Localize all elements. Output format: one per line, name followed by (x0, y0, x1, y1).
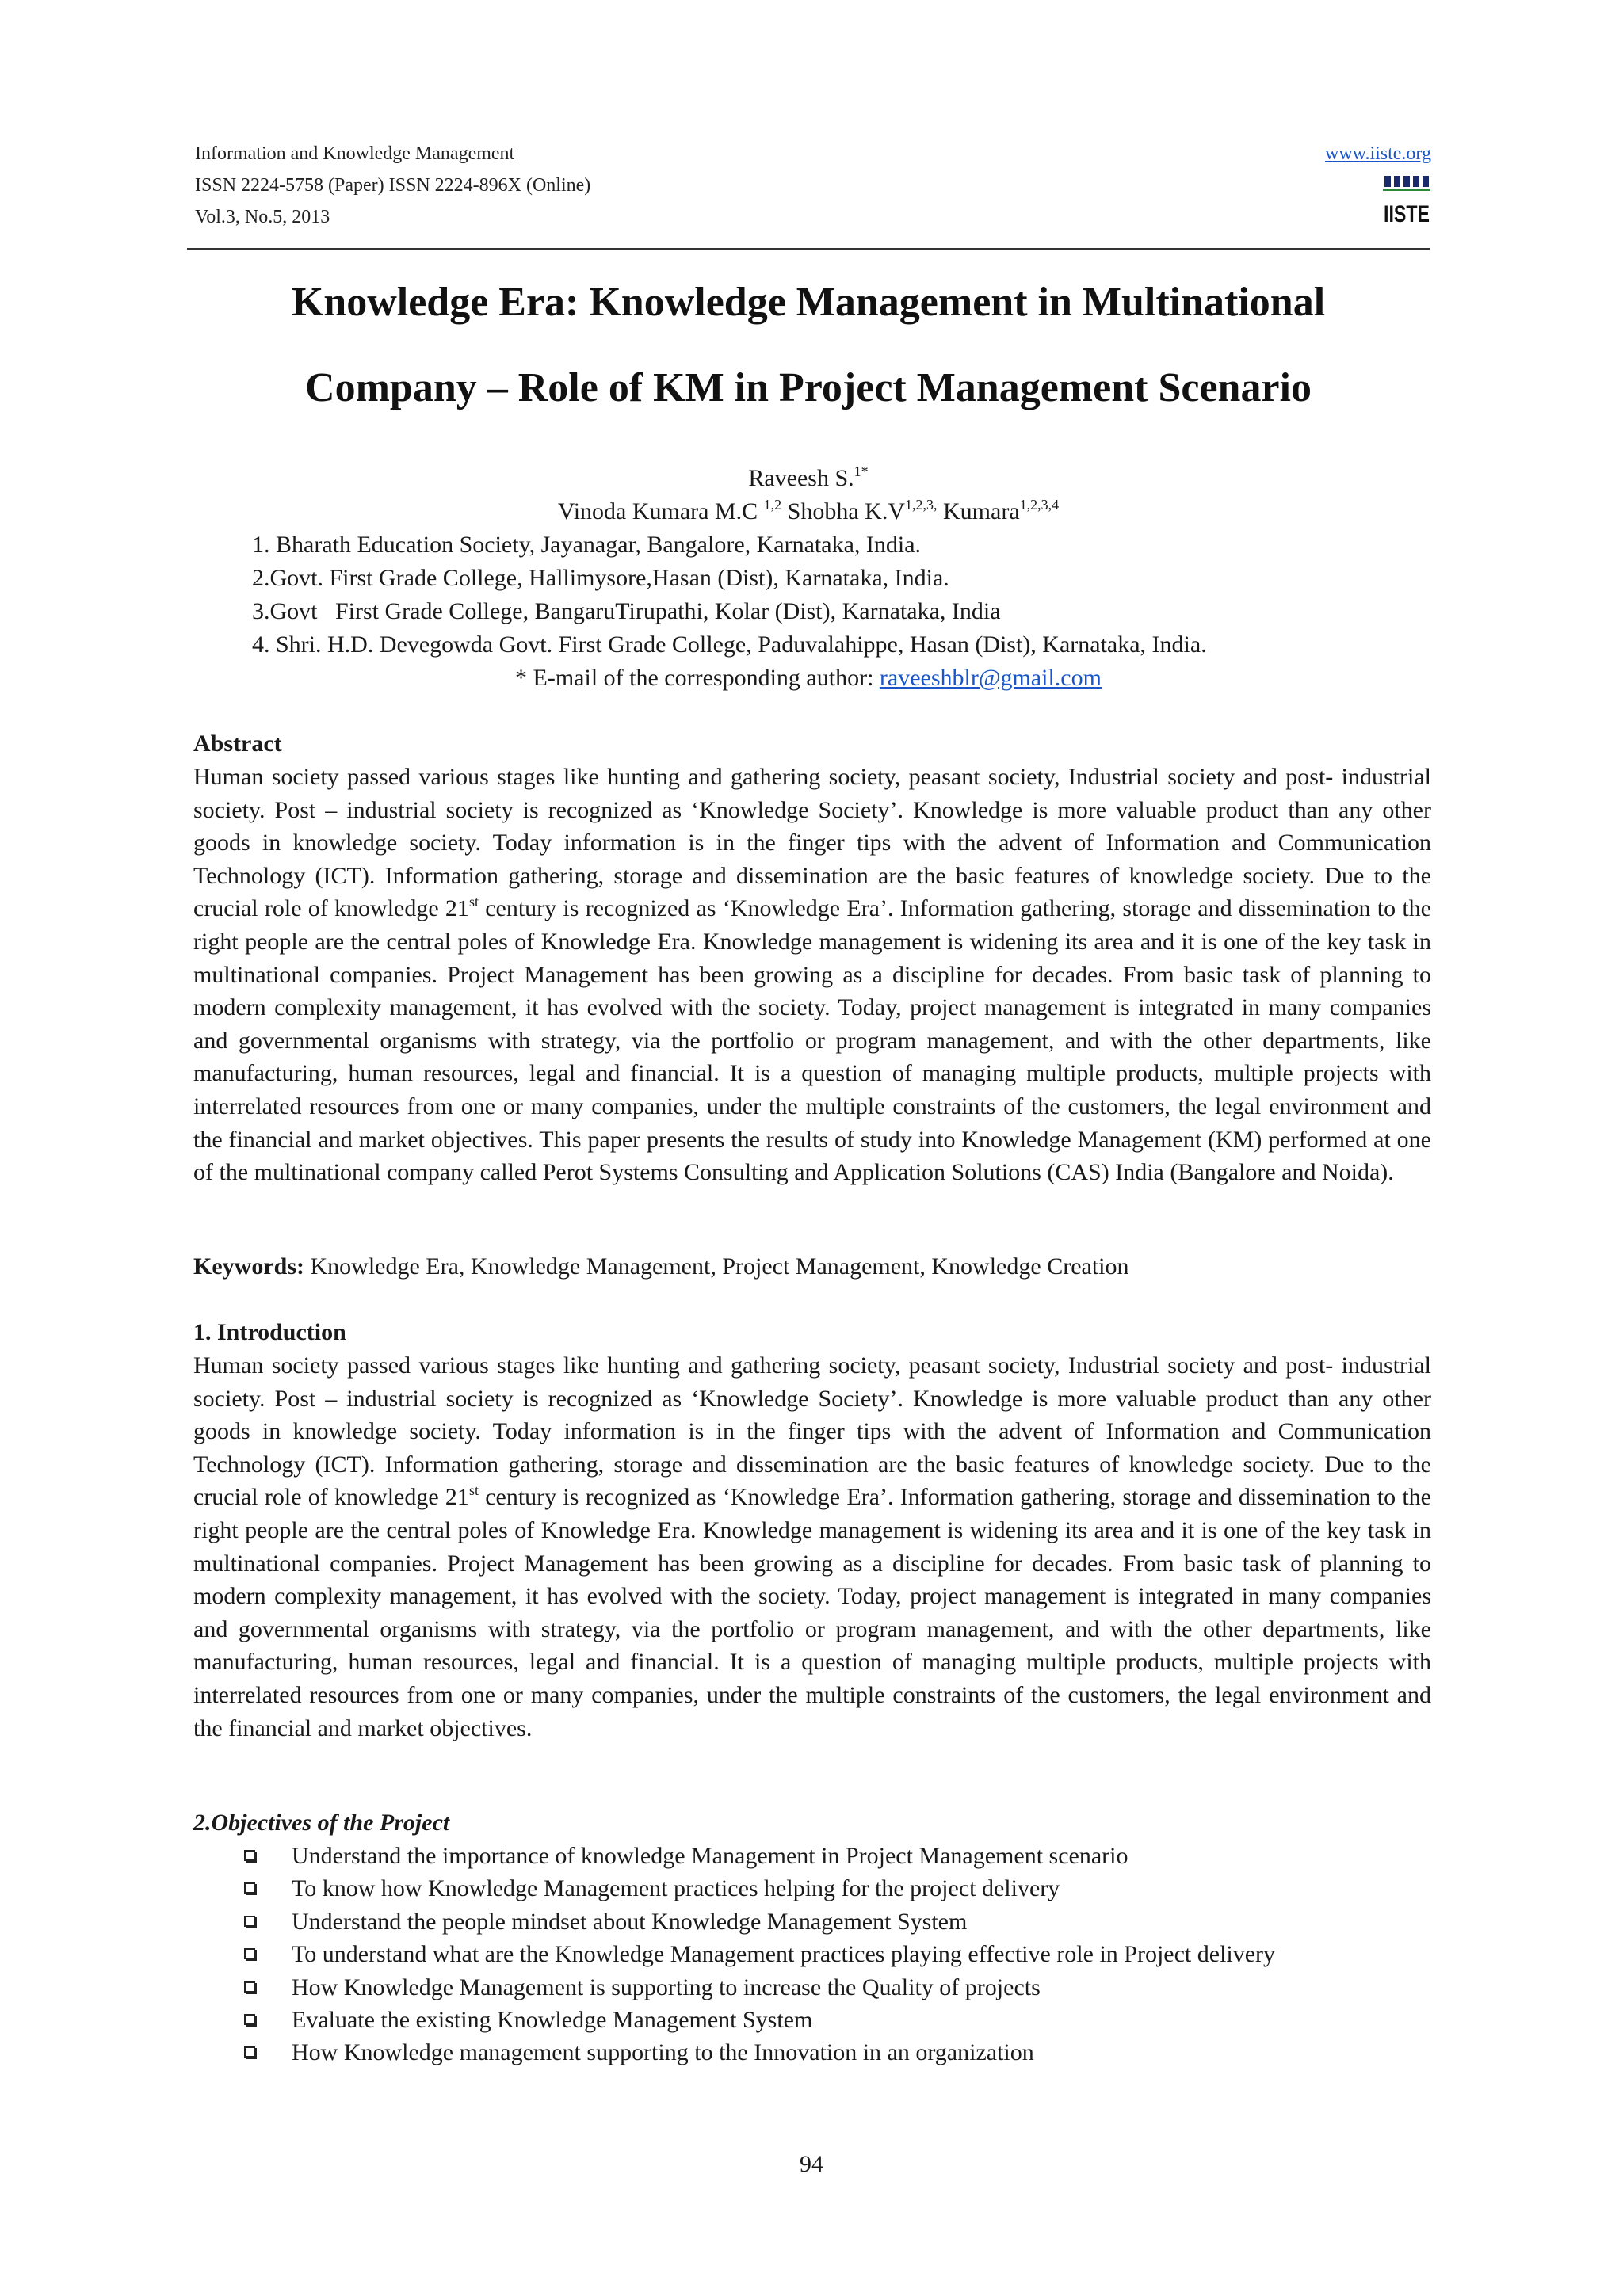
checkbox-bullet-icon (244, 2014, 255, 2025)
list-item (242, 1840, 1275, 1872)
checkbox-bullet-icon (244, 1948, 255, 1959)
objective-text: How Knowledge Management is supporting to increase the Quality of projects (292, 1974, 1041, 2000)
introduction-text-1: Human society passed various stages like hunting and gathering society, peasant society, Industrial society and post- industrial society. Post – industrial society is recognized as ‘Knowledge Society’. Knowledge is more valuable product than any other goods in knowledge society. Today information is in the finger tips with the advent of Information and Communication Technology (ICT). Information gathering, storage and dissemination are the basic features of knowledge society. Due to the crucial role of knowledge 21 (193, 1352, 1431, 1511)
list-item (242, 1938, 1275, 1970)
author-sup: 1,2 (763, 497, 782, 513)
keywords-text: Knowledge Era, Knowledge Management, Project Management, Knowledge Creation (304, 1253, 1129, 1280)
introduction-heading: 1. Introduction (193, 1319, 346, 1345)
author-name: Raveesh S. (748, 465, 854, 491)
header-divider (187, 248, 1430, 250)
author-sup: 1* (854, 463, 869, 479)
objective-text: Understand the importance of knowledge Management in Project Management scenario (292, 1843, 1128, 1869)
list-item (242, 2004, 1275, 2036)
checkbox-bullet-icon (244, 1882, 255, 1894)
author-line-2 (187, 496, 1430, 528)
paper-title-line-1: Knowledge Era: Knowledge Management in Multinational (291, 280, 1326, 325)
checkbox-bullet-icon (244, 1850, 255, 1861)
iiste-logo (1383, 174, 1430, 230)
page-number: 94 (800, 2151, 823, 2177)
objective-text: Understand the people mindset about Knowledge Management System (292, 1908, 968, 1935)
email-link[interactable]: raveeshblr@gmail.com (879, 665, 1102, 691)
keywords-line (193, 1250, 1129, 1283)
affiliation-2: 2.Govt. First Grade College, Hallimysore,Hasan (Dist), Karnataka, India. (252, 565, 949, 591)
author-line-1 (187, 463, 1430, 494)
objectives-heading: 2.Objectives of the Project (193, 1810, 450, 1836)
affiliation-3: 3.Govt First Grade College, BangaruTirupathi, Kolar (Dist), Karnataka, India (252, 598, 1001, 624)
journal-issn: ISSN 2224-5758 (Paper) ISSN 2224-896X (Online) (195, 175, 591, 196)
author-sup: 1,2,3, (905, 497, 938, 513)
objective-text: Evaluate the existing Knowledge Management System (292, 2007, 813, 2034)
author-name: Shobha K.V (781, 498, 906, 524)
objective-text: How Knowledge management supporting to the Innovation in an organization (292, 2039, 1034, 2066)
list-item (242, 2036, 1275, 2069)
corresponding-email-line (187, 662, 1430, 694)
email-label: * E-mail of the corresponding author: (515, 665, 880, 691)
logo-text: IISTE (1384, 201, 1430, 227)
list-item (242, 1905, 1275, 1938)
author-name: Kumara (937, 498, 1020, 524)
journal-name: Information and Knowledge Management (195, 143, 515, 164)
abstract-text-2: century is recognized as ‘Knowledge Era’. Information gathering, storage and dissemination to the right people are the central poles of Knowledge Era. Knowledge management is widening its area and it is one of the key task in multinational companies. Project Management has been growing as a discipline for decades. From basic task of planning to modern complexity management, it has evolved with the society. Today, project management is integrated in many companies and governmental organisms with strategy, via the portfolio or program management, and with the other departments, like manufacturing, human resources, legal and financial. It is a question of managing multiple products, multiple projects with interrelated resources from one or many companies, under the multiple constraints of the customers, the legal environment and the financial and market objectives. This paper presents the results of study into Knowledge Management (KM) performed at one of the multinational company called Perot Systems Consulting and Application Solutions (CAS) India (Bangalore and Noida). (193, 895, 1432, 1186)
abstract-heading: Abstract (193, 730, 282, 757)
author-name: Vinoda Kumara M.C (557, 498, 764, 524)
introduction-text-2: century is recognized as ‘Knowledge Era’. Information gathering, storage and dissemination to the right people are the central poles of Knowledge Era. Knowledge management is widening its area and it is one of the key task in multinational companies. Project Management has been growing as a discipline for decades. From basic task of planning to modern complexity management, it has evolved with the society. Today, project management is integrated in many companies and governmental organisms with strategy, via the portfolio or program management, and with the other departments, like manufacturing, human resources, legal and financial. It is a question of managing multiple products, multiple projects with interrelated resources from one or many companies, under the multiple constraints of the customers, the legal environment and the financial and market objectives. (193, 1484, 1432, 1741)
objectives-list (242, 1840, 1275, 2069)
introduction-body (193, 1349, 1431, 1745)
checkbox-bullet-icon (244, 1981, 255, 1993)
abstract-body (193, 761, 1431, 1189)
journal-header (195, 138, 590, 233)
list-item (242, 1971, 1275, 2004)
affiliation-1: 1. Bharath Education Society, Jayanagar, Bangalore, Karnataka, India. (252, 532, 922, 558)
checkbox-bullet-icon (244, 2046, 255, 2058)
list-item (242, 1872, 1275, 1905)
objective-text: To understand what are the Knowledge Management practices playing effective role in Project delivery (292, 1941, 1276, 1968)
journal-volume: Vol.3, No.5, 2013 (195, 207, 330, 227)
affiliation-4: 4. Shri. H.D. Devegowda Govt. First Grade College, Paduvalahippe, Hasan (Dist), Karnataka, India. (252, 631, 1207, 658)
introduction-sup: st (468, 1482, 479, 1499)
author-sup: 1,2,3,4 (1019, 497, 1060, 513)
abstract-text-1: Human society passed various stages like hunting and gathering society, peasant society, Industrial society and post- industrial society. Post – industrial society is recognized as ‘Knowledge Society’. Knowledge is more valuable product than any other goods in knowledge society. Today information is in the finger tips with the advent of Information and Communication Technology (ICT). Information gathering, storage and dissemination are the basic features of knowledge society. Due to the crucial role of knowledge 21 (193, 764, 1431, 922)
abstract-sup: st (468, 894, 479, 910)
paper-title-line-2: Company – Role of KM in Project Management Scenario (305, 365, 1312, 410)
website-link[interactable]: www.iiste.org (1325, 143, 1431, 164)
checkbox-bullet-icon (244, 1916, 255, 1927)
objective-text: To know how Knowledge Management practices helping for the project delivery (292, 1875, 1060, 1902)
keywords-label: Keywords: (193, 1253, 304, 1280)
